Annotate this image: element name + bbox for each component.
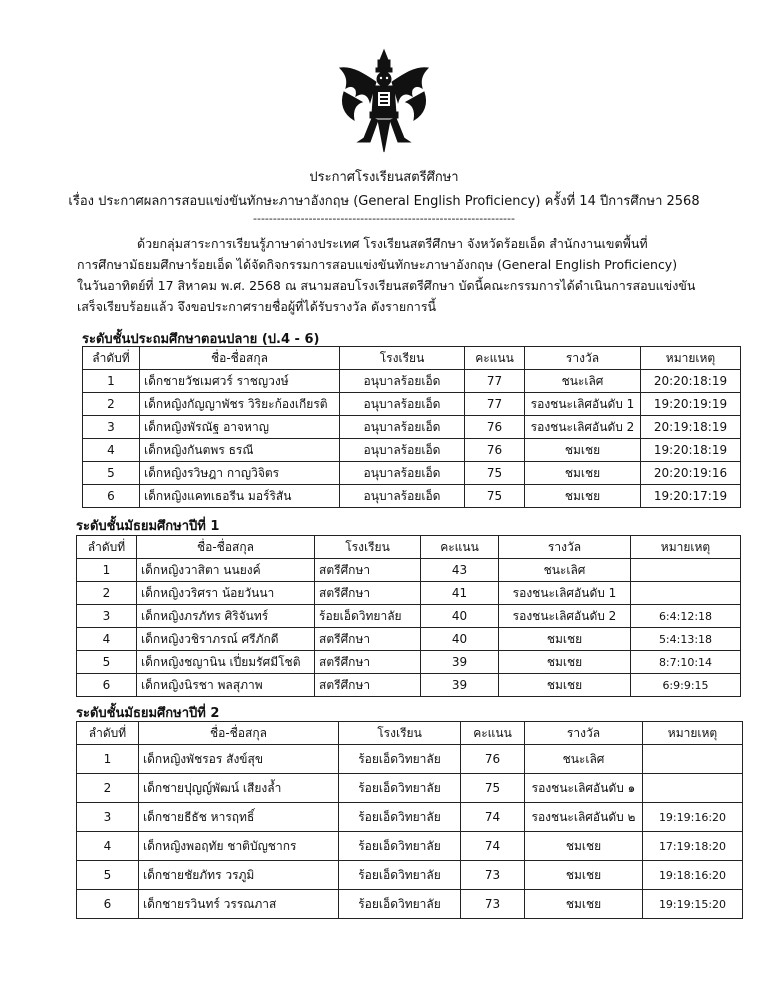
section-title-m2: ระดับชั้นมัธยมศึกษาปีที่ 2 (76, 706, 220, 721)
table-row (77, 745, 743, 774)
intro-paragraph (77, 233, 717, 317)
cell-note: 6:9:9:15 (631, 674, 741, 697)
table-row (83, 439, 741, 462)
cell-award: รองชนะเลิศอันดับ 1 (525, 393, 641, 416)
cell-note (631, 559, 741, 582)
announcement-subject: เรื่อง ประกาศผลการสอบแข่งขันทักษะภาษาอังกฤษ (General English Proficiency) ครั้งที่ 14 ปีการศึกษา 2568 (68, 194, 700, 209)
cell-award: ชมเชย (499, 628, 631, 651)
cell-name: เด็กหญิงกันตพร ธรณี (140, 439, 340, 462)
cell-name: เด็กหญิงนิรชา พลสุภาพ (137, 674, 315, 697)
cell-school: ร้อยเอ็ดวิทยาลัย (339, 832, 461, 861)
cell-rank: 1 (83, 370, 140, 393)
cell-note: 19:20:17:19 (641, 485, 741, 508)
table-row (77, 803, 743, 832)
cell-school: ร้อยเอ็ดวิทยาลัย (339, 745, 461, 774)
cell-score: 76 (465, 416, 525, 439)
cell-rank: 3 (83, 416, 140, 439)
cell-award: รองชนะเลิศอันดับ ๑ (525, 774, 643, 803)
col-header-award: รางวัล (525, 347, 641, 370)
cell-note: 20:19:18:19 (641, 416, 741, 439)
col-header-school: โรงเรียน (340, 347, 465, 370)
announcer-title: ประกาศโรงเรียนสตรีศึกษา (309, 170, 459, 185)
cell-school: ร้อยเอ็ดวิทยาลัย (339, 861, 461, 890)
cell-rank: 1 (77, 559, 137, 582)
cell-name: เด็กชายรวินทร์ วรรณภาส (139, 890, 339, 919)
table-row (77, 674, 741, 697)
cell-school: อนุบาลร้อยเอ็ด (340, 485, 465, 508)
cell-rank: 5 (77, 861, 139, 890)
cell-rank: 1 (77, 745, 139, 774)
cell-rank: 5 (77, 651, 137, 674)
cell-rank: 6 (83, 485, 140, 508)
cell-name: เด็กหญิงพอฤทัย ชาติบัญชากร (139, 832, 339, 861)
intro-line: ในวันอาทิตย์ที่ 17 สิหาคม พ.ศ. 2568 ณ สนามสอบโรงเรียนสตรีศึกษา บัดนี้คณะกรรมการได้ดำเนินการสอบแข่งขัน (77, 278, 696, 293)
cell-name: เด็กชายวัชเมศวร์ ราชญวงษ์ (140, 370, 340, 393)
cell-school: สตรีศึกษา (315, 674, 421, 697)
cell-award: ชมเชย (525, 832, 643, 861)
col-header-rank: ลำดับที่ (77, 722, 139, 745)
results-table-m1 (76, 535, 741, 697)
cell-note: 5:4:13:18 (631, 628, 741, 651)
cell-award: ชมเชย (525, 861, 643, 890)
cell-note (631, 582, 741, 605)
results-table-primary (82, 346, 741, 508)
cell-note: 20:20:19:16 (641, 462, 741, 485)
col-header-school: โรงเรียน (315, 536, 421, 559)
cell-award: ชมเชย (525, 485, 641, 508)
cell-note: 19:19:15:20 (643, 890, 743, 919)
cell-name: เด็กหญิงวชิราภรณ์ ศรีภักดี (137, 628, 315, 651)
col-header-name: ชื่อ-ชื่อสกุล (140, 347, 340, 370)
col-header-score: คะแนน (465, 347, 525, 370)
col-header-note: หมายเหตุ (631, 536, 741, 559)
results-table-m2 (76, 721, 743, 919)
col-header-note: หมายเหตุ (643, 722, 743, 745)
table-row (83, 370, 741, 393)
col-header-award: รางวัล (499, 536, 631, 559)
cell-name: เด็กหญิงวาสิตา นนยงค์ (137, 559, 315, 582)
cell-note: 19:20:19:19 (641, 393, 741, 416)
section-title-primary: ระดับชั้นประถมศึกษาตอนปลาย (ป.4 - 6) (82, 332, 320, 347)
cell-name: เด็กหญิงวริศรา น้อยวันนา (137, 582, 315, 605)
cell-score: 39 (421, 674, 499, 697)
cell-note (643, 774, 743, 803)
divider-line: ------------------------------------------------------------------ (253, 212, 515, 225)
cell-award: รองชนะเลิศอันดับ 2 (525, 416, 641, 439)
cell-school: สตรีศึกษา (315, 582, 421, 605)
cell-rank: 3 (77, 605, 137, 628)
cell-school: สตรีศึกษา (315, 628, 421, 651)
table-header-row (77, 536, 741, 559)
cell-school: อนุบาลร้อยเอ็ด (340, 416, 465, 439)
cell-name: เด็กหญิงพัชรอร สังข์สุข (139, 745, 339, 774)
cell-school: อนุบาลร้อยเอ็ด (340, 393, 465, 416)
cell-note (643, 745, 743, 774)
intro-line: ด้วยกลุ่มสาระการเรียนรู้ภาษาต่างประเทศ โรงเรียนสตรีศึกษา จังหวัดร้อยเอ็ด สำนักงานเขตพื้นที่ (137, 236, 648, 251)
cell-score: 40 (421, 605, 499, 628)
cell-school: ร้อยเอ็ดวิทยาลัย (339, 774, 461, 803)
cell-score: 43 (421, 559, 499, 582)
cell-score: 74 (461, 803, 525, 832)
cell-name: เด็กหญิงภรภัทร ศิริจันทร์ (137, 605, 315, 628)
cell-rank: 4 (83, 439, 140, 462)
cell-note: 17:19:18:20 (643, 832, 743, 861)
table-row (83, 485, 741, 508)
col-header-score: คะแนน (421, 536, 499, 559)
cell-award: ชมเชย (499, 651, 631, 674)
cell-school: สตรีศึกษา (315, 559, 421, 582)
table-header-row (83, 347, 741, 370)
cell-award: ชมเชย (525, 462, 641, 485)
cell-award: ชนะเลิศ (525, 745, 643, 774)
cell-award: รองชนะเลิศอันดับ 2 (499, 605, 631, 628)
col-header-rank: ลำดับที่ (83, 347, 140, 370)
cell-name: เด็กหญิงชญานิน เปี่ยมรัศมีโชติ (137, 651, 315, 674)
cell-rank: 6 (77, 890, 139, 919)
cell-note: 6:4:12:18 (631, 605, 741, 628)
table-row (77, 628, 741, 651)
cell-school: สตรีศึกษา (315, 651, 421, 674)
intro-line: เสร็จเรียบร้อยแล้ว จึงขอประกาศรายชื่อผู้ที่ได้รับรางวัล ดังรายการนี้ (77, 299, 437, 314)
table-row (83, 462, 741, 485)
cell-name: เด็กชายธีธัช หารฤทธิ์ (139, 803, 339, 832)
cell-note: 20:20:18:19 (641, 370, 741, 393)
cell-score: 76 (461, 745, 525, 774)
cell-award: ชมเชย (525, 890, 643, 919)
table-row (77, 774, 743, 803)
table-row (77, 832, 743, 861)
cell-note: 8:7:10:14 (631, 651, 741, 674)
cell-note: 19:18:16:20 (643, 861, 743, 890)
cell-score: 74 (461, 832, 525, 861)
cell-score: 73 (461, 861, 525, 890)
cell-rank: 2 (77, 582, 137, 605)
cell-rank: 4 (77, 832, 139, 861)
cell-rank: 2 (83, 393, 140, 416)
table-row (77, 651, 741, 674)
cell-school: ร้อยเอ็ดวิทยาลัย (339, 803, 461, 832)
cell-score: 77 (465, 370, 525, 393)
table-row (77, 890, 743, 919)
garuda-emblem-icon (334, 48, 434, 158)
cell-school: อนุบาลร้อยเอ็ด (340, 439, 465, 462)
cell-score: 75 (461, 774, 525, 803)
cell-score: 76 (465, 439, 525, 462)
col-header-name: ชื่อ-ชื่อสกุล (139, 722, 339, 745)
cell-note: 19:19:16:20 (643, 803, 743, 832)
col-header-school: โรงเรียน (339, 722, 461, 745)
cell-rank: 2 (77, 774, 139, 803)
col-header-score: คะแนน (461, 722, 525, 745)
col-header-award: รางวัล (525, 722, 643, 745)
table-header-row (77, 722, 743, 745)
cell-award: รองชนะเลิศอันดับ ๒ (525, 803, 643, 832)
intro-line: การศึกษามัธยมศึกษาร้อยเอ็ด ได้จัดกิจกรรมการสอบแข่งขันทักษะภาษาอังกฤษ (General English Proficiency) (77, 257, 678, 272)
cell-score: 40 (421, 628, 499, 651)
cell-score: 73 (461, 890, 525, 919)
col-header-note: หมายเหตุ (641, 347, 741, 370)
cell-name: เด็กชายปุญญ์พัฒน์ เสียงล้ำ (139, 774, 339, 803)
cell-award: ชมเชย (499, 674, 631, 697)
cell-rank: 6 (77, 674, 137, 697)
table-row (77, 605, 741, 628)
cell-school: อนุบาลร้อยเอ็ด (340, 370, 465, 393)
col-header-name: ชื่อ-ชื่อสกุล (137, 536, 315, 559)
col-header-rank: ลำดับที่ (77, 536, 137, 559)
table-row (77, 559, 741, 582)
cell-rank: 3 (77, 803, 139, 832)
cell-name: เด็กหญิงรวิษฎา กาญวิจิตร (140, 462, 340, 485)
cell-name: เด็กชายชัยภัทร วรภูมิ (139, 861, 339, 890)
cell-note: 19:20:18:19 (641, 439, 741, 462)
cell-award: รองชนะเลิศอันดับ 1 (499, 582, 631, 605)
table-row (83, 416, 741, 439)
cell-school: อนุบาลร้อยเอ็ด (340, 462, 465, 485)
cell-award: ชนะเลิศ (499, 559, 631, 582)
cell-score: 77 (465, 393, 525, 416)
table-row (83, 393, 741, 416)
cell-score: 41 (421, 582, 499, 605)
cell-school: ร้อยเอ็ดวิทยาลัย (315, 605, 421, 628)
table-row (77, 582, 741, 605)
cell-score: 39 (421, 651, 499, 674)
cell-rank: 4 (77, 628, 137, 651)
table-row (77, 861, 743, 890)
cell-rank: 5 (83, 462, 140, 485)
cell-name: เด็กหญิงแคทเธอรีน มอร์ริสัน (140, 485, 340, 508)
cell-score: 75 (465, 462, 525, 485)
cell-name: เด็กหญิงพัรณัฐ อาจหาญ (140, 416, 340, 439)
section-title-m1: ระดับชั้นมัธยมศึกษาปีที่ 1 (76, 519, 220, 534)
cell-award: ชนะเลิศ (525, 370, 641, 393)
cell-school: ร้อยเอ็ดวิทยาลัย (339, 890, 461, 919)
cell-score: 75 (465, 485, 525, 508)
cell-name: เด็กหญิงกัญญาพัชร วิริยะก้องเกียรติ (140, 393, 340, 416)
cell-award: ชมเชย (525, 439, 641, 462)
